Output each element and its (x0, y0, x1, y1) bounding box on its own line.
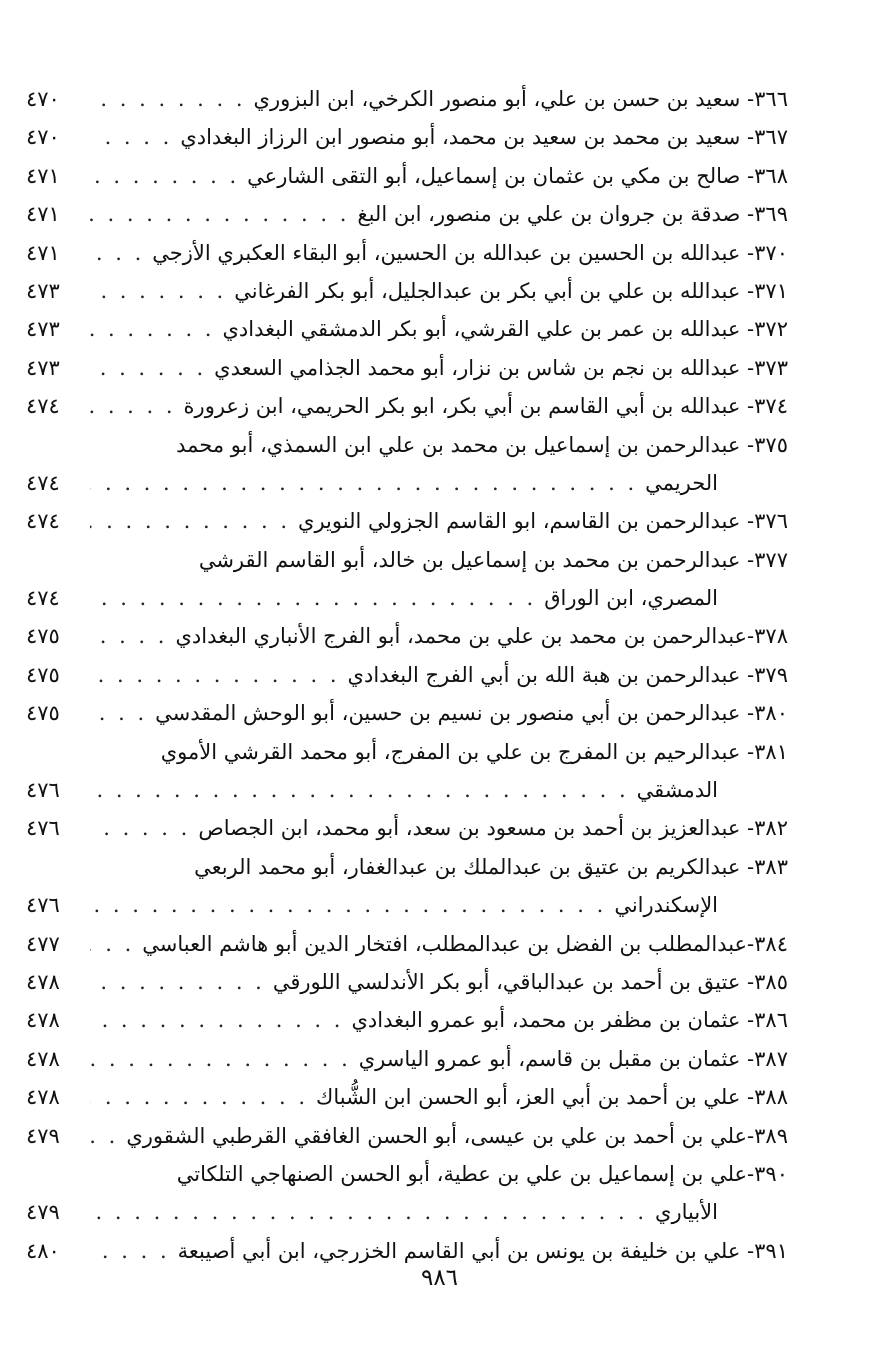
entry-title: ٣٧٢- عبدالله بن عمر بن علي القرشي، أبو بكر الدمشقي البغدادي (222, 317, 788, 342)
entry-title: ٣٦٦- سعيد بن حسن بن علي، أبو منصور الكرخي، ابن البزوري (253, 87, 788, 111)
entry-page-number: ٤٧٥ (26, 701, 60, 726)
entry-page-number: ٤٧١ (26, 240, 60, 265)
toc-entry (26, 848, 788, 886)
entry-title: ٣٧٦- عبدالرحمن بن القاسم، ابو القاسم الجزولي النويري (298, 509, 788, 534)
toc-entry-continuation (26, 1193, 788, 1231)
entry-title: ٣٧٧- عبدالرحمن بن محمد بن إسماعيل بن خالد، أبو القاسم القرشي (198, 547, 788, 572)
toc-entry (26, 541, 788, 579)
toc-entry (26, 656, 788, 694)
entry-page-number: ٤٧٤ (26, 509, 60, 534)
entry-page-number: ٤٨٠ (26, 1238, 60, 1263)
entry-title: ٣٩١- علي بن خليفة بن يونس بن أبي القاسم الخزرجي، ابن أبي أصيبعة (177, 1238, 788, 1263)
toc-entry (26, 234, 788, 272)
entry-page-number: ٤٧٩ (26, 1123, 60, 1148)
dot-leader (90, 617, 175, 655)
toc-entry (26, 272, 788, 310)
toc-entry (26, 426, 788, 464)
entry-title: الأبياري (655, 1200, 718, 1225)
entry-title: ٣٨٣- عبدالكريم بن عتيق بن عبدالملك بن عبدالغفار، أبو محمد الربعي (194, 854, 788, 879)
dot-leader (90, 272, 234, 310)
entry-title: ٣٧٠- عبدالله بن الحسين بن عبدالله بن الحسين، أبو البقاء العكبري الأزجي (152, 240, 788, 265)
entry-title: ٣٨٦- عثمان بن مظفر بن محمد، أبو عمرو البغدادي (351, 1008, 788, 1033)
toc-entry-continuation (26, 579, 788, 617)
entry-page-number: ٤٧٥ (26, 624, 60, 649)
entry-page-number: ٤٧١ (26, 163, 60, 188)
entry-title: ٣٨٤-عبدالمطلب بن الفضل بن عبدالمطلب، افتخار الدين أبو هاشم العباسي (142, 931, 788, 956)
toc-entry-continuation (26, 464, 788, 502)
entry-title: ٣٧٨-عبدالرحمن بن محمد بن علي بن محمد، أبو الفرج الأنباري البغدادي (175, 624, 788, 649)
dot-leader (90, 1193, 655, 1231)
toc-entry (26, 349, 788, 387)
toc-entry (26, 1155, 788, 1193)
dot-leader (90, 80, 254, 118)
toc-entry (26, 310, 788, 348)
dot-leader (90, 310, 222, 348)
entry-title: الحريمي (645, 470, 718, 495)
toc-entry (26, 1117, 788, 1155)
entry-title: ٣٨٧- عثمان بن مقبل بن قاسم، أبو عمرو الياسري (358, 1046, 788, 1071)
dot-leader (90, 1117, 126, 1155)
entry-page-number: ٤٧٤ (26, 586, 60, 611)
toc-entry (26, 1001, 788, 1039)
entry-title: ٣٦٩- صدقة بن جروان بن علي بن منصور، ابن البغ (357, 202, 788, 227)
entry-title: ٣٩٠-علي بن إسماعيل بن علي بن عطية، أبو الحسن الصنهاجي التلكاتي (176, 1161, 788, 1186)
toc-entry (26, 809, 788, 847)
dot-leader (90, 1001, 351, 1039)
entry-page-number: ٤٧٦ (26, 893, 60, 918)
toc-entry (26, 694, 788, 732)
dot-leader (90, 464, 645, 502)
entry-title: ٣٨٨- علي بن أحمد بن أبي العز، أبو الحسن ابن الشُّباك (316, 1085, 788, 1110)
toc-entry (26, 195, 788, 233)
entry-page-number: ٤٧١ (26, 202, 60, 227)
entry-title: ٣٨١- عبدالرحيم بن المفرج بن علي بن المفرج، أبو محمد القرشي الأموي (160, 739, 788, 764)
dot-leader (90, 118, 180, 156)
dot-leader (90, 886, 614, 924)
entry-title: ٣٨٠- عبدالرحمن بن أبي منصور بن نسيم بن حسين، أبو الوحش المقدسي (155, 701, 788, 726)
toc-entry (26, 80, 788, 118)
entry-page-number: ٤٧٣ (26, 278, 60, 303)
entry-page-number: ٤٧٠ (26, 87, 60, 111)
toc-entry (26, 733, 788, 771)
entry-title: ٣٧٤- عبدالله بن أبي القاسم بن أبي بكر، ابو بكر الحريمي، ابن زعرورة (183, 394, 788, 419)
entry-title: ٣٧٥- عبدالرحمن بن إسماعيل بن محمد بن علي ابن السمذي، أبو محمد (176, 432, 788, 457)
toc-entry (26, 617, 788, 655)
toc-entry (26, 118, 788, 156)
entry-page-number: ٤٧٠ (26, 125, 60, 150)
entry-page-number: ٤٧٧ (26, 931, 60, 956)
table-of-contents (26, 80, 788, 1270)
entry-title: ٣٨٥- عتيق بن أحمد بن عبدالباقي، أبو بكر الأندلسي اللورقي (272, 969, 788, 994)
dot-leader (90, 925, 142, 963)
entry-title: ٣٨٢- عبدالعزيز بن أحمد بن مسعود بن سعد، أبو محمد، ابن الجصاص (198, 816, 788, 841)
entry-title: الدمشقي (636, 778, 718, 803)
entry-page-number: ٤٧٨ (26, 1085, 60, 1110)
dot-leader (90, 349, 214, 387)
dot-leader (90, 502, 298, 540)
toc-entry (26, 1078, 788, 1116)
toc-entry (26, 963, 788, 1001)
entry-page-number: ٤٧٦ (26, 816, 60, 841)
toc-entry-continuation (26, 886, 788, 924)
entry-page-number: ٤٧٤ (26, 394, 60, 419)
entry-title: المصري، ابن الوراق (544, 586, 718, 611)
entry-title: ٣٨٩-علي بن أحمد بن علي بن عيسى، أبو الحسن الغافقي القرطبي الشقوري (126, 1123, 788, 1148)
entry-title: ٣٧١- عبدالله بن علي بن أبي بكر بن عبدالجليل، أبو بكر الفرغاني (234, 278, 788, 303)
dot-leader (90, 195, 357, 233)
entry-page-number: ٤٧٨ (26, 969, 60, 994)
entry-title: ٣٧٣- عبدالله بن نجم بن شاس بن نزار، أبو محمد الجذامي السعدي (214, 355, 788, 380)
entry-title: ٣٧٩- عبدالرحمن بن هبة الله بن أبي الفرج البغدادي (347, 662, 788, 687)
entry-page-number: ٤٧٣ (26, 317, 60, 342)
entry-page-number: ٤٧٤ (26, 470, 60, 495)
toc-entry (26, 502, 788, 540)
entry-page-number: ٤٧٣ (26, 355, 60, 380)
dot-leader (90, 387, 184, 425)
dot-leader (90, 656, 348, 694)
toc-entry (26, 157, 788, 195)
dot-leader (90, 963, 273, 1001)
toc-entry (26, 925, 788, 963)
dot-leader (90, 1078, 316, 1116)
toc-entry (26, 387, 788, 425)
entry-title: ٣٦٧- سعيد بن محمد بن سعيد بن محمد، أبو منصور ابن الرزاز البغدادي (180, 125, 788, 150)
dot-leader (90, 694, 155, 732)
entry-page-number: ٤٧٨ (26, 1008, 60, 1033)
toc-entry-continuation (26, 771, 788, 809)
dot-leader (90, 809, 198, 847)
entry-title: ٣٦٨- صالح بن مكي بن عثمان بن إسماعيل، أبو التقى الشارعي (247, 163, 788, 188)
entry-page-number: ٤٧٥ (26, 662, 60, 687)
entry-page-number: ٤٧٩ (26, 1200, 60, 1225)
dot-leader (90, 234, 152, 272)
dot-leader (90, 771, 637, 809)
entry-title: الإسكندراني (614, 893, 718, 918)
dot-leader (90, 579, 544, 617)
entry-page-number: ٤٧٨ (26, 1046, 60, 1071)
dot-leader (90, 157, 247, 195)
toc-entry (26, 1040, 788, 1078)
entry-page-number: ٤٧٦ (26, 778, 60, 803)
dot-leader (90, 1040, 359, 1078)
page-number-footer: ٩٨٦ (420, 1265, 459, 1291)
